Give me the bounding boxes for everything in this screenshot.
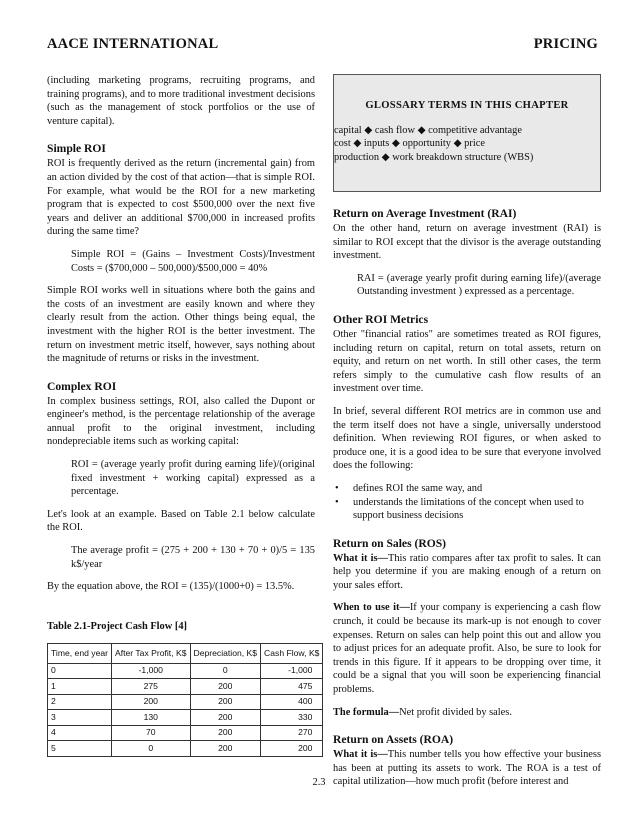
table-cell: 200 [190,725,261,741]
table-cell: 70 [112,725,191,741]
table-header-row [48,644,323,664]
roa-what-lead: What it is— [333,749,388,761]
table-cell: 475 [261,679,323,695]
ros-what-text: This ratio compares after tax profit to sales. It can help you determine if you are making enough of a return on your sales effort. [333,552,601,591]
roi-equation-paragraph: By the equation above, the ROI = (135)/(1000+0) = 13.5%. [47,581,295,593]
rai-formula: RAI = (average yearly profit during earning life)/(average Outstanding investment ) expressed as a percentage. [357,272,601,298]
ros-when-lead: When to use it— [333,602,410,614]
page-number: 2.3 [312,777,326,788]
glossary-terms-line: production ◆ work breakdown structure (WBS) [334,151,534,163]
complex-roi-formula: ROI = (average yearly profit during earning life)/(original fixed investment + working capital) expressed as a percentage. [71,459,315,498]
table-cell: 200 [190,741,261,757]
table-header-cell: Cash Flow, K$ [261,644,323,664]
table-cell: 3 [48,710,112,726]
ros-what-paragraph [333,552,601,593]
table-row [48,725,323,741]
table-cell: 0 [112,741,191,757]
table-cell: 1 [48,679,112,695]
ros-when-paragraph [333,601,601,696]
table-cell: 200 [190,694,261,710]
table-cell: 200 [112,694,191,710]
roa-what-text: This number tells you how effective your business has been at putting its assets to work. The ROA is a test of capital utilization—how much profit (before interest and [333,749,601,788]
ros-formula-lead: The formula— [333,706,400,718]
example-paragraph: Let's look at an example. Based on Table 2.1 below calculate the ROI. [47,508,315,534]
list-item: • defines ROI the same way, and [333,482,601,496]
heading-roa: Return on Assets (ROA) [333,733,454,747]
header-section: PRICING [533,36,598,52]
brief-paragraph: In brief, several different ROI metrics are in common use and the term itself does not have a single, universally understood definition. When reviewing ROI figures, or when asked to produce one, it is a good idea to be sure that everyone involved does the following: [333,405,601,472]
table-cell: -1,000 [112,663,191,679]
heading-other-roi-metrics: Other ROI Metrics [333,312,429,326]
table-cell: 0 [190,663,261,679]
table-cell: 0 [48,663,112,679]
heading-simple-roi: Simple ROI [47,142,106,156]
simple-roi-formula: Simple ROI = (Gains – Investment Costs)/Investment Costs = ($700,000 – 500,000)/$500,000 = 40% [71,248,315,274]
heading-complex-roi: Complex ROI [47,379,117,393]
table-row [48,679,323,695]
simple-roi-paragraph-2: Simple ROI works well in situations where both the gains and the costs of an investment are easily known and where they clearly result from the action. Other things being equal, the investment with the higher ROI is the better investment. The return on investment metric itself, however, says nothing about the magnitude of returns or risks in the investment. [47,285,315,365]
table-header-cell: Depreciation, K$ [190,644,261,664]
table-caption: Table 2.1-Project Cash Flow [4] [47,620,187,632]
glossary-box [333,74,601,192]
table-cell: 200 [190,679,261,695]
table-row [48,741,323,757]
other-roi-paragraph: Other "financial ratios" are sometimes treated as ROI figures, including return on capital, return on total assets, return on equity, and return on net worth. In still other cases, the term refers simply to the cumulative cash flow results of an investment over time. [333,328,601,395]
heading-ros: Return on Sales (ROS) [333,536,447,550]
bullet-list [333,482,601,523]
table-cell: 4 [48,725,112,741]
table-cell: 130 [112,710,191,726]
ros-formula-paragraph [333,706,601,720]
ros-when-text: If your company is experiencing a cash flow crunch, it could be because its mark-up is not enough to cover expenses. Return on sales can help point this out and allow you to adjust prices for an adequate profit. Also, be sure to look for trends in this figure. If it appears to be dropping over time, it could be a signal that you will soon be experiencing financial problems. [333,602,601,696]
table-cell: 2 [48,694,112,710]
rai-paragraph: On the other hand, return on average investment (RAI) is similar to ROI except that the divisor is the average outstanding investment. [333,223,601,262]
list-item: • understands the limitations of the concept when used to support business decisions [333,496,601,523]
intro-paragraph: (including marketing programs, recruiting programs, and training programs), and to more traditional investment decisions (such as the management of stock portfolios or the use of venture capital). [47,75,315,127]
table-row [48,694,323,710]
ros-formula-text: Net profit divided by sales. [399,706,512,718]
page-header [47,36,598,53]
table-row [48,710,323,726]
glossary-terms-line: capital ◆ cash flow ◆ competitive advantage [334,124,522,136]
glossary-title: GLOSSARY TERMS IN THIS CHAPTER [365,100,569,111]
table-header-cell: After Tax Profit, K$ [112,644,191,664]
heading-rai: Return on Average Investment (RAI) [333,207,517,220]
table-cell: 330 [261,710,323,726]
average-profit-formula: The average profit = (275 + 200 + 130 + 70 + 0)/5 = 135 k$/year [71,545,315,570]
table-cell: -1,000 [261,663,323,679]
header-organization: AACE INTERNATIONAL [47,36,219,52]
table-cell: 200 [261,741,323,757]
glossary-terms-line: cost ◆ inputs ◆ opportunity ◆ price [334,138,485,150]
table-cell: 200 [190,710,261,726]
table-cell: 275 [112,679,191,695]
table-row [48,663,323,679]
table-cell: 270 [261,725,323,741]
table-cell: 400 [261,694,323,710]
simple-roi-paragraph: ROI is frequently derived as the return (incremental gain) from an action divided by the cost of that action—that is simple ROI. For example, what would be the ROI for a new marketing program that is expected to cost $500,000 over the next five years and deliver an additional $700,000 in increased profits during the same time? [47,158,315,238]
complex-roi-paragraph: In complex business settings, ROI, also called the Dupont or engineer's method, is the percentage relationship of the average annual profit to the original investment, including nondepreciable items such as working capital: [47,395,315,448]
cash-flow-table [47,643,323,757]
table-cell: 5 [48,741,112,757]
right-column [333,74,601,798]
table-header-cell: Time, end year [48,644,112,664]
left-column [47,74,320,757]
ros-what-lead: What it is— [333,552,388,564]
